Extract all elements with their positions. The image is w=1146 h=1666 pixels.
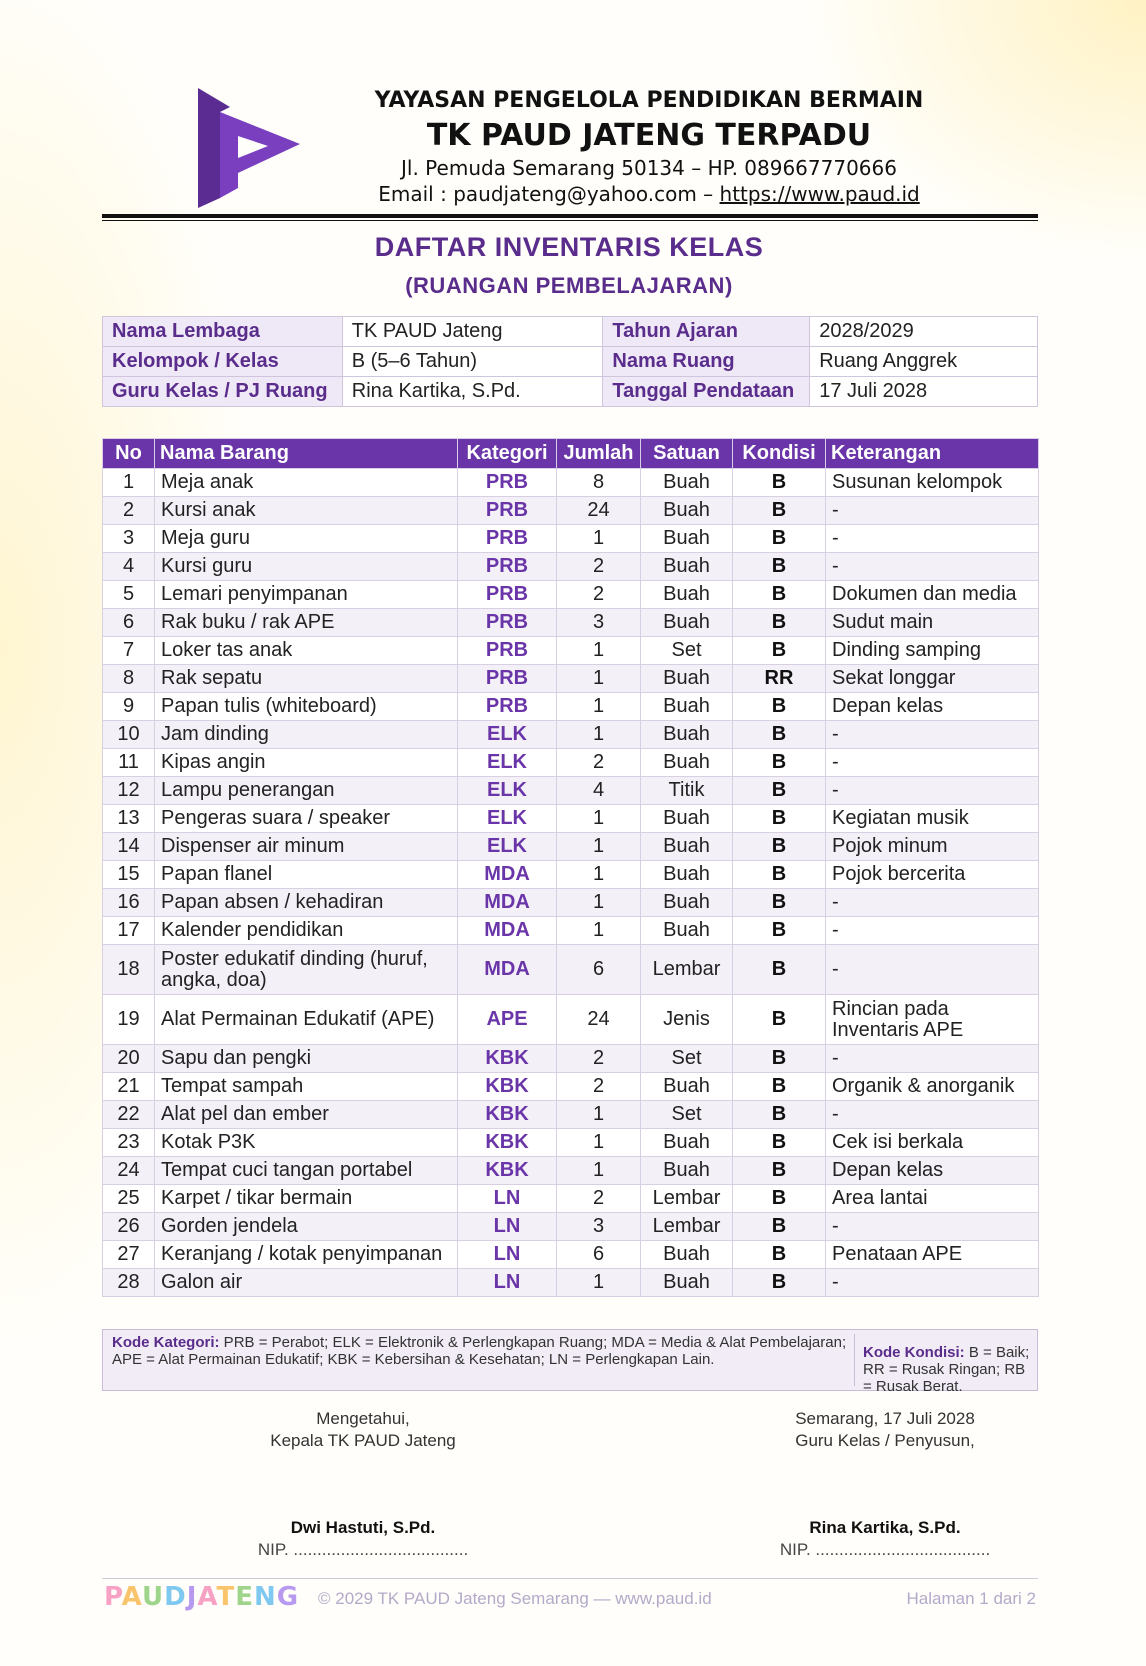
cell-no: 5 (103, 581, 155, 609)
cell-kondisi: B (733, 1241, 826, 1269)
table-header-row (103, 439, 1039, 469)
cell-kondisi: B (733, 749, 826, 777)
cell-no: 16 (103, 889, 155, 917)
cell-keterangan: Susunan kelompok (826, 469, 1039, 497)
column-header-kondisi: Kondisi (733, 439, 826, 469)
cell-satuan: Set (641, 637, 733, 665)
cell-keterangan: - (826, 917, 1039, 945)
cell-no: 10 (103, 721, 155, 749)
cell-kategori: ELK (458, 805, 557, 833)
cell-kondisi: B (733, 693, 826, 721)
cell-no: 1 (103, 469, 155, 497)
cell-satuan: Buah (641, 1241, 733, 1269)
cell-jumlah: 8 (557, 469, 641, 497)
info-label: Kelompok / Kelas (103, 347, 343, 377)
cell-kondisi: B (733, 1101, 826, 1129)
cell-kondisi: B (733, 1045, 826, 1073)
cell-kondisi: RR (733, 665, 826, 693)
brand-letter: N (254, 1582, 277, 1612)
cell-no: 4 (103, 553, 155, 581)
cell-kategori: KBK (458, 1073, 557, 1101)
cell-satuan: Set (641, 1045, 733, 1073)
cell-nama-barang: Tempat cuci tangan portabel (155, 1157, 458, 1185)
cell-kondisi: B (733, 833, 826, 861)
cell-jumlah: 1 (557, 1269, 641, 1297)
cell-nama-barang: Alat pel dan ember (155, 1101, 458, 1129)
cell-keterangan: - (826, 1213, 1039, 1241)
cell-keterangan: Pojok bercerita (826, 861, 1039, 889)
cell-no: 28 (103, 1269, 155, 1297)
cell-nama-barang: Dispenser air minum (155, 833, 458, 861)
cell-nama-barang: Kalender pendidikan (155, 917, 458, 945)
cell-kondisi: B (733, 525, 826, 553)
cell-nama-barang: Galon air (155, 1269, 458, 1297)
cell-jumlah: 3 (557, 1213, 641, 1241)
cell-jumlah: 2 (557, 1073, 641, 1101)
cell-kategori: KBK (458, 1129, 557, 1157)
cell-kondisi: B (733, 805, 826, 833)
footer-rule (102, 1578, 1038, 1579)
cell-kategori: PRB (458, 581, 557, 609)
school-logo-icon (198, 88, 300, 208)
cell-jumlah: 1 (557, 693, 641, 721)
header-rule-thick (102, 214, 1038, 218)
cell-no: 8 (103, 665, 155, 693)
cell-kondisi: B (733, 1185, 826, 1213)
cell-satuan: Buah (641, 1269, 733, 1297)
table-row (103, 1185, 1039, 1213)
column-header-keterangan: Keterangan (826, 439, 1039, 469)
cell-jumlah: 2 (557, 1185, 641, 1213)
table-row (103, 525, 1039, 553)
email-text: Email : paudjateng@yahoo.com – (378, 182, 720, 206)
brand-letter: E (235, 1582, 255, 1612)
cell-nama-barang: Alat Permainan Edukatif (APE) (155, 995, 458, 1045)
inventory-table-body (103, 469, 1039, 1297)
table-row (103, 1241, 1039, 1269)
info-row (103, 317, 1038, 347)
document-subtitle: (RUANGAN PEMBELAJARAN) (405, 273, 733, 298)
cell-jumlah: 2 (557, 553, 641, 581)
column-header-jumlah: Jumlah (557, 439, 641, 469)
cell-kategori: KBK (458, 1045, 557, 1073)
cell-kategori: LN (458, 1241, 557, 1269)
cell-nama-barang: Papan absen / kehadiran (155, 889, 458, 917)
table-row (103, 749, 1039, 777)
info-value: TK PAUD Jateng (342, 317, 603, 347)
cell-jumlah: 3 (557, 609, 641, 637)
cell-nama-barang: Papan flanel (155, 861, 458, 889)
cell-nama-barang: Kipas angin (155, 749, 458, 777)
cell-jumlah: 1 (557, 1101, 641, 1129)
cell-no: 17 (103, 917, 155, 945)
cell-keterangan: - (826, 497, 1039, 525)
brand-letter: T (216, 1582, 236, 1612)
cell-jumlah: 6 (557, 1241, 641, 1269)
cell-satuan: Buah (641, 1073, 733, 1101)
cell-kondisi: B (733, 861, 826, 889)
school-address: Jl. Pemuda Semarang 50134 – HP. 089667770666 (401, 156, 897, 180)
cell-kondisi: B (733, 889, 826, 917)
cell-no: 25 (103, 1185, 155, 1213)
cell-satuan: Buah (641, 1129, 733, 1157)
cell-nama-barang: Sapu dan pengki (155, 1045, 458, 1073)
cell-nama-barang: Lemari penyimpanan (155, 581, 458, 609)
cell-kategori: PRB (458, 553, 557, 581)
cell-no: 27 (103, 1241, 155, 1269)
cell-jumlah: 1 (557, 1157, 641, 1185)
cell-nama-barang: Loker tas anak (155, 637, 458, 665)
cell-kondisi: B (733, 637, 826, 665)
cell-kategori: PRB (458, 637, 557, 665)
document-title: DAFTAR INVENTARIS KELAS (374, 232, 764, 262)
column-header-kategori: Kategori (458, 439, 557, 469)
cell-kondisi: B (733, 1073, 826, 1101)
inventory-table (102, 438, 1039, 1297)
footer-copyright: © 2029 TK PAUD Jateng Semarang — www.paud.id (318, 1589, 712, 1608)
cell-kondisi: B (733, 917, 826, 945)
condition-legend-label: Kode Kondisi: (863, 1344, 965, 1361)
cell-satuan: Buah (641, 665, 733, 693)
cell-keterangan: Organik & anorganik (826, 1073, 1039, 1101)
cell-no: 14 (103, 833, 155, 861)
cell-kategori: KBK (458, 1101, 557, 1129)
cell-keterangan: - (826, 777, 1039, 805)
cell-no: 11 (103, 749, 155, 777)
info-value: Ruang Anggrek (810, 347, 1038, 377)
info-value: 17 Juli 2028 (810, 377, 1038, 407)
cell-satuan: Buah (641, 889, 733, 917)
category-legend-text: PRB = Perabot; ELK = Elektronik & Perlengkapan Ruang; MDA = Media & Alat Pembelajaran; APE = Alat Permainan Edukatif; KBK = Kebersihan & Kesehatan; LN = Perlengkapan Lain. (112, 1334, 847, 1368)
cell-satuan: Buah (641, 609, 733, 637)
cell-satuan: Buah (641, 553, 733, 581)
cell-satuan: Buah (641, 861, 733, 889)
table-row (103, 889, 1039, 917)
signature-left-name: Dwi Hastuti, S.Pd. (290, 1518, 436, 1537)
info-value: Rina Kartika, S.Pd. (342, 377, 603, 407)
cell-keterangan: Depan kelas (826, 1157, 1039, 1185)
cell-keterangan: - (826, 525, 1039, 553)
cell-keterangan: - (826, 945, 1039, 995)
cell-keterangan: Dokumen dan media (826, 581, 1039, 609)
cell-keterangan: - (826, 1101, 1039, 1129)
table-row (103, 609, 1039, 637)
table-row (103, 833, 1039, 861)
cell-kategori: ELK (458, 833, 557, 861)
cell-kategori: PRB (458, 609, 557, 637)
cell-nama-barang: Keranjang / kotak penyimpanan (155, 1241, 458, 1269)
table-row (103, 497, 1039, 525)
cell-nama-barang: Papan tulis (whiteboard) (155, 693, 458, 721)
footer-brand-logo (104, 1582, 299, 1612)
cell-nama-barang: Kotak P3K (155, 1129, 458, 1157)
table-row (103, 1101, 1039, 1129)
table-row (103, 1157, 1039, 1185)
cell-no: 9 (103, 693, 155, 721)
cell-satuan: Buah (641, 497, 733, 525)
table-row (103, 721, 1039, 749)
cell-keterangan: Dinding samping (826, 637, 1039, 665)
cell-kategori: ELK (458, 721, 557, 749)
cell-jumlah: 1 (557, 917, 641, 945)
column-header-nama-barang: Nama Barang (155, 439, 458, 469)
cell-no: 20 (103, 1045, 155, 1073)
table-row (103, 553, 1039, 581)
cell-keterangan: Sekat longgar (826, 665, 1039, 693)
cell-keterangan: Pojok minum (826, 833, 1039, 861)
cell-jumlah: 24 (557, 995, 641, 1045)
table-row (103, 469, 1039, 497)
cell-jumlah: 2 (557, 581, 641, 609)
table-row (103, 995, 1039, 1045)
cell-keterangan: Depan kelas (826, 693, 1039, 721)
info-label: Nama Ruang (603, 347, 810, 377)
cell-jumlah: 2 (557, 1045, 641, 1073)
cell-kondisi: B (733, 1269, 826, 1297)
signature-right-nip: NIP. ..................................... (779, 1540, 991, 1559)
info-table (102, 316, 1038, 407)
cell-kondisi: B (733, 553, 826, 581)
cell-nama-barang: Kursi guru (155, 553, 458, 581)
cell-satuan: Jenis (641, 995, 733, 1045)
school-name: TK PAUD JATENG TERPADU (426, 118, 872, 153)
cell-satuan: Buah (641, 525, 733, 553)
cell-no: 6 (103, 609, 155, 637)
info-row (103, 377, 1038, 407)
cell-kondisi: B (733, 1157, 826, 1185)
cell-satuan: Lembar (641, 1213, 733, 1241)
cell-kategori: PRB (458, 497, 557, 525)
cell-kondisi: B (733, 469, 826, 497)
brand-letter: U (142, 1582, 165, 1612)
cell-kondisi: B (733, 995, 826, 1045)
cell-satuan: Buah (641, 721, 733, 749)
website-link[interactable]: https://www.paud.id (719, 182, 920, 206)
cell-kategori: ELK (458, 777, 557, 805)
category-legend (112, 1334, 849, 1368)
cell-no: 21 (103, 1073, 155, 1101)
cell-nama-barang: Pengeras suara / speaker (155, 805, 458, 833)
cell-no: 2 (103, 497, 155, 525)
cell-no: 13 (103, 805, 155, 833)
cell-no: 7 (103, 637, 155, 665)
cell-kondisi: B (733, 777, 826, 805)
cell-no: 15 (103, 861, 155, 889)
info-row (103, 347, 1038, 377)
cell-nama-barang: Lampu penerangan (155, 777, 458, 805)
foundation-name: YAYASAN PENGELOLA PENDIDIKAN BERMAIN (374, 88, 924, 113)
cell-nama-barang: Kursi anak (155, 497, 458, 525)
info-value: B (5–6 Tahun) (342, 347, 603, 377)
cell-no: 24 (103, 1157, 155, 1185)
condition-legend (863, 1344, 1033, 1395)
cell-satuan: Buah (641, 917, 733, 945)
cell-keterangan: - (826, 721, 1039, 749)
cell-satuan: Buah (641, 833, 733, 861)
cell-no: 19 (103, 995, 155, 1045)
info-value: 2028/2029 (810, 317, 1038, 347)
cell-kondisi: B (733, 721, 826, 749)
signature-right-line1: Semarang, 17 Juli 2028 (795, 1409, 975, 1428)
brand-letter: P (104, 1582, 122, 1612)
table-row (103, 693, 1039, 721)
cell-jumlah: 1 (557, 525, 641, 553)
cell-keterangan: - (826, 1045, 1039, 1073)
category-legend-label: Kode Kategori: (112, 1334, 220, 1351)
cell-nama-barang: Karpet / tikar bermain (155, 1185, 458, 1213)
legend-divider (854, 1334, 855, 1386)
cell-nama-barang: Meja anak (155, 469, 458, 497)
table-row (103, 637, 1039, 665)
brand-letter: J (186, 1582, 198, 1612)
cell-jumlah: 1 (557, 665, 641, 693)
cell-kategori: LN (458, 1213, 557, 1241)
cell-keterangan: - (826, 889, 1039, 917)
cell-satuan: Buah (641, 749, 733, 777)
signature-right-name: Rina Kartika, S.Pd. (809, 1518, 961, 1537)
table-row (103, 1269, 1039, 1297)
cell-satuan: Buah (641, 805, 733, 833)
cell-keterangan: Area lantai (826, 1185, 1039, 1213)
cell-jumlah: 1 (557, 637, 641, 665)
cell-kategori: ELK (458, 749, 557, 777)
cell-kondisi: B (733, 609, 826, 637)
table-row (103, 665, 1039, 693)
cell-kategori: PRB (458, 665, 557, 693)
cell-kategori: MDA (458, 945, 557, 995)
cell-nama-barang: Rak buku / rak APE (155, 609, 458, 637)
cell-satuan: Lembar (641, 945, 733, 995)
cell-nama-barang: Poster edukatif dinding (huruf, angka, doa) (155, 945, 458, 995)
cell-no: 18 (103, 945, 155, 995)
cell-kategori: PRB (458, 469, 557, 497)
table-row (103, 945, 1039, 995)
cell-satuan: Buah (641, 469, 733, 497)
table-row (103, 1129, 1039, 1157)
brand-letter: A (197, 1582, 217, 1612)
table-row (103, 581, 1039, 609)
table-row (103, 917, 1039, 945)
cell-kondisi: B (733, 497, 826, 525)
table-row (103, 1213, 1039, 1241)
column-header-no: No (103, 439, 155, 469)
cell-satuan: Buah (641, 581, 733, 609)
info-label: Guru Kelas / PJ Ruang (103, 377, 343, 407)
cell-nama-barang: Jam dinding (155, 721, 458, 749)
cell-keterangan: Cek isi berkala (826, 1129, 1039, 1157)
cell-nama-barang: Rak sepatu (155, 665, 458, 693)
cell-kategori: MDA (458, 861, 557, 889)
cell-jumlah: 2 (557, 749, 641, 777)
header-rule-thin (102, 220, 1038, 221)
table-row (103, 1045, 1039, 1073)
brand-letter: G (276, 1582, 300, 1612)
cell-kondisi: B (733, 1213, 826, 1241)
cell-jumlah: 6 (557, 945, 641, 995)
cell-kategori: PRB (458, 693, 557, 721)
cell-no: 26 (103, 1213, 155, 1241)
cell-satuan: Set (641, 1101, 733, 1129)
cell-kondisi: B (733, 581, 826, 609)
signature-left-line2: Kepala TK PAUD Jateng (270, 1431, 456, 1450)
cell-nama-barang: Meja guru (155, 525, 458, 553)
cell-kondisi: B (733, 945, 826, 995)
cell-keterangan: - (826, 749, 1039, 777)
legend-box (102, 1329, 1038, 1395)
table-row (103, 1073, 1039, 1101)
cell-jumlah: 1 (557, 805, 641, 833)
signature-left-line1: Mengetahui, (316, 1409, 410, 1428)
brand-letter: D (164, 1582, 187, 1612)
cell-satuan: Buah (641, 693, 733, 721)
info-label: Tanggal Pendataan (603, 377, 810, 407)
signature-left-nip: NIP. ..................................... (257, 1540, 469, 1559)
cell-nama-barang: Tempat sampah (155, 1073, 458, 1101)
cell-keterangan: Kegiatan musik (826, 805, 1039, 833)
footer-page-number: Halaman 1 dari 2 (906, 1589, 1036, 1608)
cell-kategori: MDA (458, 917, 557, 945)
cell-nama-barang: Gorden jendela (155, 1213, 458, 1241)
condition-legend-text: B = Baik; RR = Rusak Ringan; RB = Rusak Berat. (863, 1344, 1030, 1395)
cell-satuan: Lembar (641, 1185, 733, 1213)
cell-keterangan: - (826, 553, 1039, 581)
cell-keterangan: Sudut main (826, 609, 1039, 637)
cell-kondisi: B (733, 1129, 826, 1157)
cell-keterangan: - (826, 1269, 1039, 1297)
cell-keterangan: Rincian pada Inventaris APE (826, 995, 1039, 1045)
cell-jumlah: 1 (557, 833, 641, 861)
cell-jumlah: 1 (557, 861, 641, 889)
cell-no: 22 (103, 1101, 155, 1129)
cell-no: 12 (103, 777, 155, 805)
cell-jumlah: 1 (557, 889, 641, 917)
cell-kategori: MDA (458, 889, 557, 917)
cell-kategori: PRB (458, 525, 557, 553)
column-header-satuan: Satuan (641, 439, 733, 469)
cell-jumlah: 1 (557, 1129, 641, 1157)
cell-kategori: LN (458, 1269, 557, 1297)
cell-jumlah: 24 (557, 497, 641, 525)
cell-kategori: LN (458, 1185, 557, 1213)
cell-kategori: KBK (458, 1157, 557, 1185)
cell-kategori: APE (458, 995, 557, 1045)
cell-no: 23 (103, 1129, 155, 1157)
brand-letter: A (121, 1582, 142, 1612)
info-label: Tahun Ajaran (603, 317, 810, 347)
cell-satuan: Titik (641, 777, 733, 805)
info-label: Nama Lembaga (103, 317, 343, 347)
cell-satuan: Buah (641, 1157, 733, 1185)
cell-jumlah: 4 (557, 777, 641, 805)
signature-right-line2: Guru Kelas / Penyusun, (795, 1431, 975, 1450)
cell-no: 3 (103, 525, 155, 553)
table-row (103, 861, 1039, 889)
school-contact (350, 182, 948, 206)
cell-jumlah: 1 (557, 721, 641, 749)
cell-keterangan: Penataan APE (826, 1241, 1039, 1269)
table-row (103, 777, 1039, 805)
table-row (103, 805, 1039, 833)
